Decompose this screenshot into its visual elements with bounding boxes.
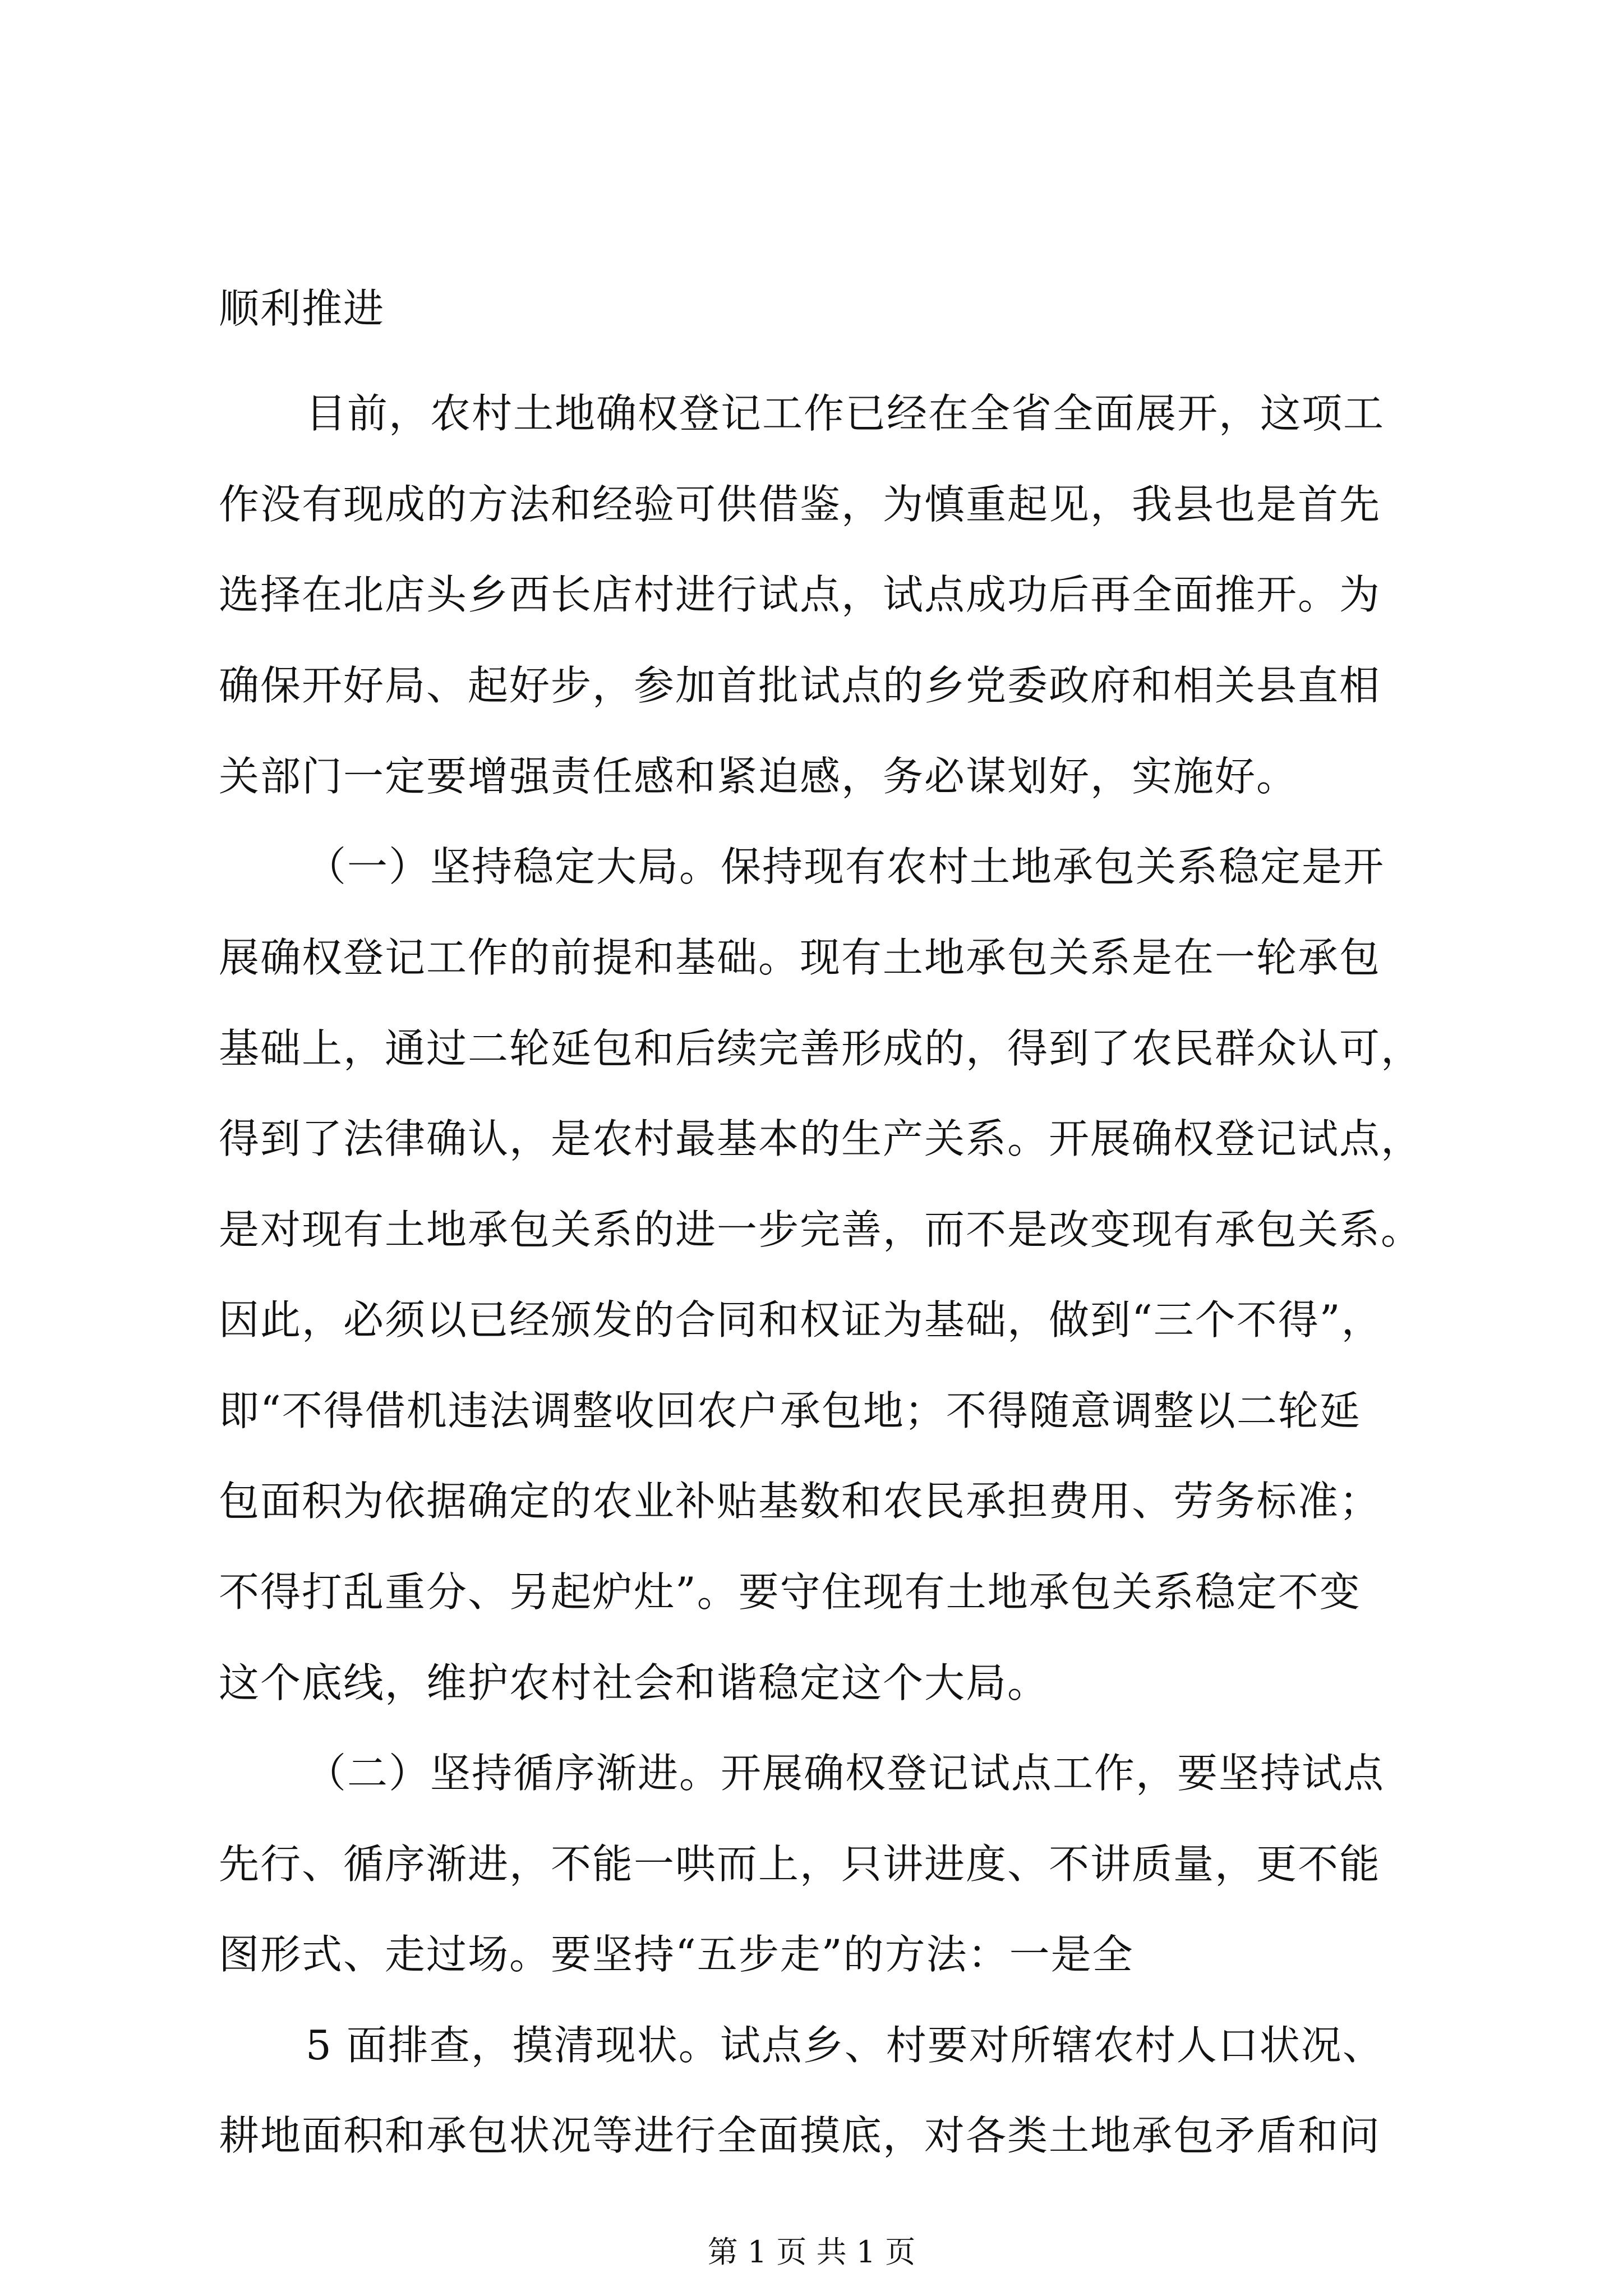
text-line: 得到了法律确认，是农村最基本的生产关系。开展确权登记试点，: [219, 1115, 1423, 1162]
text-line: 是对现有土地承包关系的进一步完善，而不是改变现有承包关系。: [219, 1206, 1423, 1253]
text-line: 不得打乱重分、另起炉灶”。要守住现有土地承包关系稳定不变: [219, 1568, 1361, 1616]
text-line: 这个底线，维护农村社会和谐稳定这个大局。: [219, 1659, 1049, 1706]
text-line: 作没有现成的方法和经验可供借鉴，为慎重起见，我县也是首先: [219, 481, 1381, 528]
text-line: 因此，必须以已经颁发的合同和权证为基础，做到“三个不得”，: [219, 1296, 1383, 1343]
text-line: 基础上，通过二轮延包和后续完善形成的，得到了农民群众认可，: [219, 1025, 1423, 1072]
text-line: 确保开好局、起好步，参加首批试点的乡党委政府和相关县直相: [219, 662, 1381, 709]
text-line: 耕地面积和承包状况等进行全面摸底，对各类土地承包矛盾和问: [219, 2112, 1381, 2159]
text-line: 目前，农村土地确权登记工作已经在全省全面展开，这项工: [306, 390, 1385, 437]
text-line: 包面积为依据确定的农业补贴基数和农民承担费用、劳务标准；: [219, 1478, 1381, 1525]
text-line: （一）坚持稳定大局。保持现有农村土地承包关系稳定是开: [306, 843, 1385, 890]
text-line: 关部门一定要增强责任感和紧迫感，务必谋划好，实施好。: [219, 753, 1298, 800]
text-line: 顺利推进: [219, 285, 385, 332]
page-footer: 第 1 页 共 1 页: [707, 2234, 916, 2270]
text-line: （二）坚持循序渐进。开展确权登记试点工作，要坚持试点: [306, 1750, 1385, 1797]
text-line: 5 面排查，摸清现状。试点乡、村要对所辖农村人口状况、: [306, 2022, 1384, 2069]
text-line: 先行、循序渐进，不能一哄而上，只讲进度、不讲质量，更不能: [219, 1841, 1381, 1888]
text-line: 即“不得借机违法调整收回农户承包地；不得随意调整以二轮延: [219, 1387, 1361, 1434]
text-line: 选择在北店头乡西长店村进行试点，试点成功后再全面推开。为: [219, 571, 1381, 618]
text-line: 展确权登记工作的前提和基础。现有土地承包关系是在一轮承包: [219, 934, 1381, 981]
text-line: 图形式、走过场。要坚持“五步走”的方法：一是全: [219, 1931, 1134, 1978]
